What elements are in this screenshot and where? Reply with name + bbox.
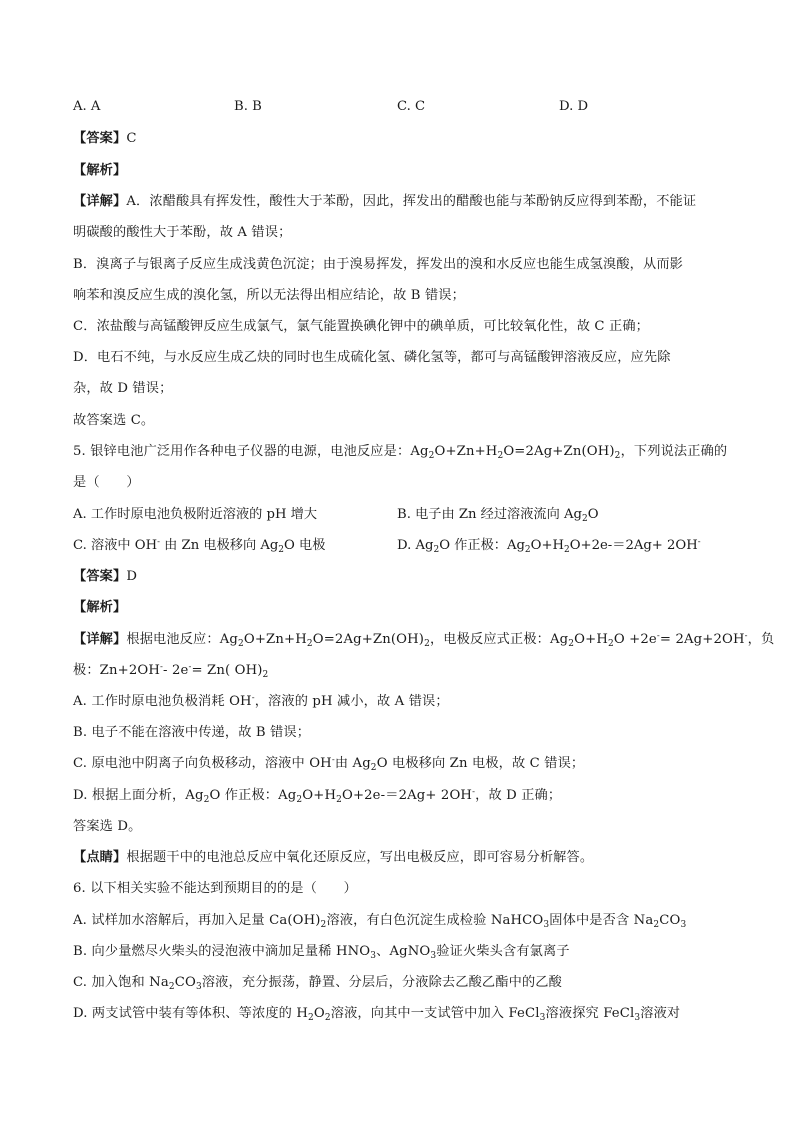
subscript: 2 (568, 639, 575, 649)
subscript: 3 (430, 951, 437, 961)
q4-detail-line-6: D．电石不纯，与水反应生成乙炔的同时也生成硫化氢、磷化氢等，都可与高锰酸钾溶液反应，应先除 (73, 350, 671, 365)
subscript: 3 (634, 1013, 641, 1023)
subscript: 2 (278, 545, 285, 555)
text: O 电极 (284, 538, 326, 553)
detail-tag: 【详解】 (73, 194, 127, 209)
text: ，溶液的 pH 减小，故 A 错误； (254, 694, 449, 709)
superscript: - (331, 755, 335, 765)
text: 验证火柴头含有氯离子 (436, 944, 570, 959)
text: O+H (574, 632, 608, 647)
text: C. 溶液中 OH (73, 538, 158, 553)
text: C. 加入饱和 Na (73, 975, 169, 990)
superscript: - (157, 537, 160, 547)
q5-option-d (397, 536, 701, 556)
text: O+2e-＝2Ag+ 2OH (569, 538, 698, 553)
option-b: B. B (234, 99, 262, 114)
text: B. 电子由 Zn 经过溶液流向 Ag (397, 507, 582, 522)
q5-option-c (73, 536, 325, 556)
text: 溶液，向其中一支试管中加入 FeCl (330, 1006, 540, 1021)
text: 溶液，有白色沉淀生成检验 NaHCO (326, 913, 544, 928)
text: C. 原电池中阴离子向负极移动，溶液中 OH (73, 756, 332, 771)
text: O+2e-＝2Ag+ 2OH (341, 788, 473, 803)
text: O 作正极：Ag (209, 788, 297, 803)
text: = 2Ag+2OH (659, 632, 745, 647)
text: 5. 银锌电池广泛用作各种电子仪器的电源，电池反应是：Ag (73, 444, 429, 459)
subscript: 2 (262, 670, 269, 680)
q4-detail-line-3: B．溴离子与银离子反应生成浅黄色沉淀；由于溴易挥发，挥发出的溴和水反应也能生成氢溴酸，从而影 (73, 257, 684, 272)
q4-detail-line-1 (73, 192, 696, 212)
text: 溶液，充分振荡，静置、分层后，分液除去乙酸乙酯中的乙酸 (201, 975, 562, 990)
subscript: 2 (428, 451, 435, 461)
superscript: - (744, 631, 748, 641)
text: CO (659, 913, 681, 928)
subscript: 2 (296, 795, 303, 805)
q6-option-b (73, 942, 570, 962)
q5-stem-line-2: 是（ ） (73, 475, 140, 490)
subscript: 2 (607, 639, 614, 649)
text: D. 两支试管中装有等体积、等浓度的 H (73, 1006, 308, 1021)
answer-tag: 【答案】 (73, 131, 127, 146)
text: 由 Ag (334, 756, 371, 771)
answer-tag: 【答案】 (73, 569, 127, 584)
text: O=2Ag+Zn(OH) (312, 632, 425, 647)
text: O+Zn+H (243, 632, 307, 647)
text: ，负 (747, 632, 775, 647)
subscript: 2 (564, 545, 570, 555)
text: CO (174, 975, 196, 990)
subscript: 2 (653, 920, 660, 930)
q4-detail-line-4: 响苯和溴反应生成的溴化氢，所以无法得出相应结论，故 B 错误； (73, 288, 465, 303)
superscript: - (251, 693, 255, 703)
q5-explain-a (73, 692, 449, 712)
text: O 作正极：Ag (439, 538, 525, 553)
text: ，故 D 正确； (475, 788, 562, 803)
text: O +2e (613, 632, 657, 647)
subscript: 2 (168, 982, 175, 992)
text: O=2Ag+Zn(OH) (503, 444, 615, 459)
q5-option-a: A. 工作时原电池负极附近溶液的 pH 增大 (73, 507, 318, 522)
q5-tip-line (73, 848, 593, 868)
subscript: 3 (680, 920, 687, 930)
q5-explain-c (73, 754, 584, 774)
text: 由 Zn 电极移向 Ag (164, 538, 279, 553)
text: 溶液探究 FeCl (545, 1006, 635, 1021)
q6-option-c (73, 973, 562, 993)
subscript: 3 (195, 982, 202, 992)
text: O+H (530, 538, 565, 553)
subscript: 2 (581, 514, 588, 524)
q5-detail-line-2 (73, 661, 268, 681)
text: O+H (302, 788, 337, 803)
q5-stem-line-1 (73, 442, 727, 462)
subscript: 2 (324, 1013, 331, 1023)
q4-detail-line-7: 杂，故 D 错误； (73, 381, 173, 396)
superscript: - (697, 537, 701, 547)
option-a: A. A (73, 99, 101, 114)
subscript: 3 (539, 1013, 546, 1023)
option-c: C. C (397, 99, 426, 114)
q6-option-d (73, 1004, 680, 1024)
subscript: 2 (308, 1013, 314, 1023)
q4-detail-line-2: 明碳酸的酸性大于苯酚，故 A 错误； (73, 225, 292, 240)
q6-stem: 6. 以下相关实验不能达到预期目的的是（ ） (73, 881, 357, 896)
text: - 2e (163, 663, 189, 678)
answer-value: D (126, 569, 138, 584)
subscript: 2 (614, 451, 621, 461)
subscript: 2 (370, 763, 377, 773)
subscript: 3 (543, 920, 550, 930)
superscript: - (159, 662, 164, 672)
superscript: - (188, 662, 192, 672)
q4-conclusion: 故答案选 C。 (73, 413, 155, 428)
q5-explain-b: B. 电子不能在溶液中传递，故 B 错误； (73, 725, 311, 740)
text: B. 向少量燃尽火柴头的浸泡液中滴加足量稀 HNO (73, 944, 371, 959)
text: 、AgNO (376, 944, 431, 959)
text: 溶液对 (640, 1006, 681, 1021)
superscript: - (472, 787, 476, 797)
q5-conclusion: 答案选 D。 (73, 819, 142, 834)
subscript: 2 (238, 639, 244, 649)
q4-analysis-line (73, 161, 126, 181)
text: 固体中是否含 Na (549, 913, 654, 928)
text: ，电极反应式正极：Ag (429, 632, 569, 647)
text: O 电极移向 Zn 电极，故 C 错误； (376, 756, 585, 771)
subscript: 2 (497, 451, 504, 461)
text: O+Zn+H (434, 444, 498, 459)
text: D. Ag (397, 538, 434, 553)
q5-option-b (397, 505, 599, 525)
text: 极：Zn+2OH (73, 663, 160, 678)
subscript: 2 (306, 639, 313, 649)
q5-answer-line (73, 567, 137, 587)
q5-analysis-line (73, 598, 126, 618)
text: O (313, 1006, 325, 1021)
superscript: - (656, 631, 660, 641)
text: 根据电池反应：Ag (126, 632, 238, 647)
tip-tag: 【点睛】 (73, 850, 127, 865)
q4-answer-line (73, 129, 137, 149)
text: A. 工作时原电池负极消耗 OH (73, 694, 252, 709)
analysis-tag: 【解析】 (73, 600, 127, 615)
subscript: 2 (320, 920, 327, 930)
answer-value: C (126, 131, 137, 146)
option-d: D. D (559, 99, 589, 114)
subscript: 2 (524, 545, 531, 555)
text: O (587, 507, 599, 522)
q5-explain-d (73, 786, 561, 806)
q5-detail-line-1 (73, 630, 774, 650)
subscript: 2 (203, 795, 210, 805)
subscript: 2 (424, 639, 430, 649)
subscript: 2 (336, 795, 342, 805)
detail-tag: 【详解】 (73, 632, 127, 647)
detail-text: A．浓醋酸具有挥发性，酸性大于苯酚，因此，挥发出的醋酸也能与苯酚钠反应得到苯酚，不能证 (126, 194, 697, 209)
tip-text: 根据题干中的电池总反应中氧化还原反应，写出电极反应，即可容易分析解答。 (126, 850, 594, 865)
subscript: 2 (433, 545, 440, 555)
q4-detail-line-5: C．浓盐酸与高锰酸钾反应生成氯气，氯气能置换碘化钾中的碘单质，可比较氧化性，故 C 正确； (73, 319, 649, 334)
text: A. 试样加水溶解后，再加入足量 Ca(OH) (73, 913, 321, 928)
text: ，下列说法正确的 (620, 444, 728, 459)
q6-option-a (73, 911, 686, 931)
analysis-tag: 【解析】 (73, 163, 127, 178)
subscript: 3 (370, 951, 377, 961)
text: = Zn( OH) (191, 663, 263, 678)
text: D. 根据上面分析，Ag (73, 788, 204, 803)
